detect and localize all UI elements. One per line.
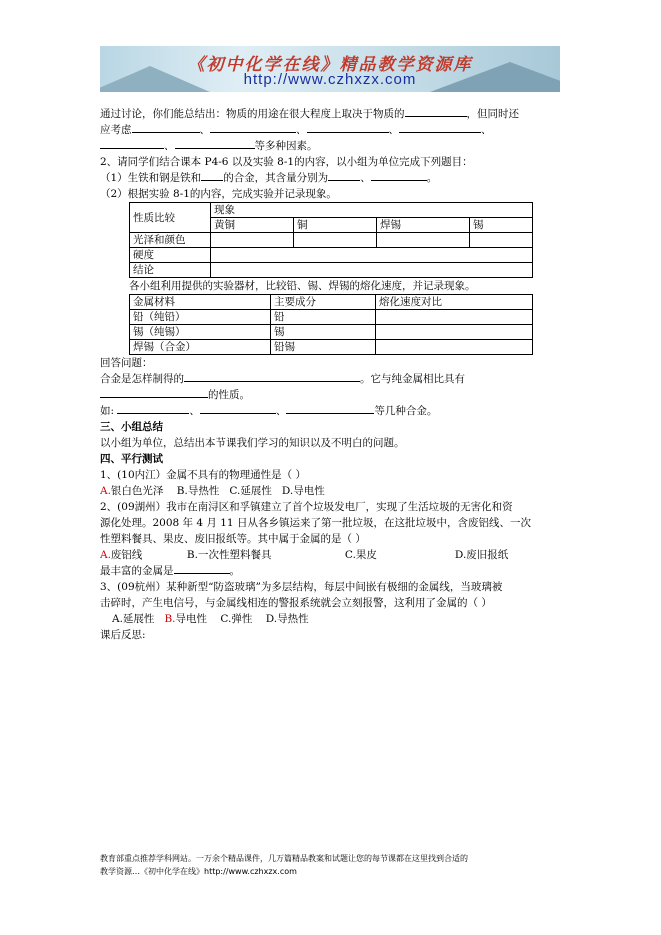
answer-blank[interactable] xyxy=(201,170,223,181)
table-row xyxy=(130,248,533,263)
table-header-cell: 现象 xyxy=(211,203,533,218)
answer-cell[interactable] xyxy=(376,325,533,340)
option-c[interactable]: C.延展性 xyxy=(229,485,272,497)
option-a[interactable]: A.延展性 xyxy=(112,613,155,625)
answer-blank[interactable] xyxy=(100,387,208,398)
q2-last-line: 最丰富的金属是 。 xyxy=(100,565,240,577)
header-banner xyxy=(100,46,560,92)
row-label: 硬度 xyxy=(130,248,211,263)
answer-blank[interactable] xyxy=(175,138,255,149)
table-row xyxy=(130,340,533,355)
table-header-cell: 焊锡 xyxy=(377,218,470,233)
table-cell: 锡（纯锡） xyxy=(130,325,271,340)
answer-cell[interactable] xyxy=(211,263,533,278)
answer-cell[interactable] xyxy=(376,310,533,325)
option-c[interactable]: C.弹性 xyxy=(220,613,253,625)
q2-title: 2、请同学们结合课本 P4-6 以及实验 8-1的内容，以小组为单位完成下列题目： xyxy=(100,156,473,168)
answer-blank[interactable] xyxy=(371,170,427,181)
q3-stem-line-2: 击碎时，产生电信号，与金属线相连的警报系统就会立刻报警，这利用了金属的（ ） xyxy=(100,597,492,609)
q1-stem: 1、(10内江）金属不具有的物理通性是（ ） xyxy=(100,469,306,481)
option-d[interactable]: D.导电性 xyxy=(281,485,325,497)
experiment-note: 各小组利用提供的实验器材，比较铅、锡、焊锡的熔化速度，并记录现象。 xyxy=(129,280,476,292)
table-header-cell: 黄铜 xyxy=(211,218,294,233)
section-3-title: 三、小组总结 xyxy=(100,421,163,433)
answer-line-2: 的性质。 xyxy=(100,387,540,403)
banner-title: 《初中化学在线》精品教学资源库 xyxy=(187,55,473,75)
reflection-label: 课后反思: xyxy=(100,629,146,641)
q3-stem-line-1: 3、(09杭州）某种新型“防盗玻璃”为多层结构，每层中间嵌有极细的金属线，当玻璃被 xyxy=(100,581,503,593)
answer-cell[interactable] xyxy=(470,233,533,248)
option-b[interactable]: B.导热性 xyxy=(176,485,220,497)
intro-line-3: 、 等多种因素。 xyxy=(100,138,540,154)
q3-options: A.延展性 B.导电性 C.弹性 D.导热性 xyxy=(112,613,309,625)
option-a[interactable]: 银白色光泽 xyxy=(110,485,164,497)
answer-blank[interactable] xyxy=(328,170,360,181)
footer-line-2: 教学资源…《初中化学在线》http://www.czhxzx.com xyxy=(100,867,297,876)
answer-cell[interactable] xyxy=(211,233,294,248)
property-comparison-table xyxy=(129,202,533,278)
option-c[interactable]: C.果皮 xyxy=(344,549,377,561)
answer-blank[interactable] xyxy=(100,138,164,149)
intro-line-1: 通过讨论，你们能总结出：物质的用途在很大程度上取决于物质的 ，但同时还 xyxy=(100,108,519,120)
worksheet-body xyxy=(100,106,540,643)
answer-cell[interactable] xyxy=(294,233,377,248)
answer-blank[interactable] xyxy=(174,563,230,574)
answer-blank[interactable] xyxy=(307,122,389,133)
table-cell: 铅（纯铅） xyxy=(130,310,271,325)
melting-speed-table xyxy=(129,294,533,355)
table-cell: 铅 xyxy=(271,310,376,325)
answer-label: 回答问题： xyxy=(100,357,153,369)
page-footer xyxy=(100,852,570,878)
table-header-cell: 金属材料 xyxy=(130,295,271,310)
table-header-cell: 锡 xyxy=(470,218,533,233)
answer-blank[interactable] xyxy=(117,403,189,414)
answer-blank[interactable] xyxy=(132,122,200,133)
q2-options: A.废铝线 B.一次性塑料餐具 C.果皮 D.废旧报纸 xyxy=(100,549,509,561)
answer-line-1: 合金是怎样制得的 。它与纯金属相比具有 xyxy=(100,373,465,385)
answer-blank[interactable] xyxy=(200,403,276,414)
banner-url[interactable]: http://www.czhxzx.com xyxy=(243,71,417,88)
q2-item-2: （2）根据实验 8-1的内容，完成实验并记录现象。 xyxy=(100,188,337,200)
intro-line-2: 应考虑 、 、 、 、 xyxy=(100,124,492,136)
option-b[interactable]: B.一次性塑料餐具 xyxy=(186,549,272,561)
answer-blank[interactable] xyxy=(286,403,374,414)
section-4-title: 四、平行测试 xyxy=(100,453,163,465)
answer-blank[interactable] xyxy=(184,371,360,382)
answer-blank[interactable] xyxy=(210,122,296,133)
table-cell: 铅锡 xyxy=(271,340,376,355)
answer-cell[interactable] xyxy=(211,248,533,263)
answer-cell[interactable] xyxy=(377,233,470,248)
table-row xyxy=(130,325,533,340)
answer-line-3: 如: 、 、 等几种合金。 xyxy=(100,405,438,417)
option-a[interactable]: 废铝线 xyxy=(110,549,143,561)
q2-stem-line-2: 源化处理。2008 年 4 月 11 日从各乡镇运来了第一批垃圾，在这批垃圾中，含废铝线、一次 xyxy=(100,517,531,529)
option-d[interactable]: D.废旧报纸 xyxy=(454,549,509,561)
table-header-cell: 铜 xyxy=(294,218,377,233)
row-label: 光泽和颜色 xyxy=(130,233,211,248)
answer-blank[interactable] xyxy=(405,106,467,117)
table-cell: 锡 xyxy=(271,325,376,340)
option-b[interactable]: 导电性 xyxy=(175,613,207,625)
answer-cell[interactable] xyxy=(376,340,533,355)
q1-options: A.银白色光泽 B.导热性 C.延展性 D.导电性 xyxy=(100,485,325,497)
table-row xyxy=(130,263,533,278)
option-d[interactable]: D.导热性 xyxy=(265,613,309,625)
section-3-text: 以小组为单位，总结出本节课我们学习的知识以及不明白的问题。 xyxy=(100,437,405,449)
q2-stem-line-3: 性塑料餐具、果皮、废旧报纸等。其中属于金属的是（ ） xyxy=(100,533,366,545)
table-header-cell: 性质比较 xyxy=(130,203,211,233)
table-header-cell: 熔化速度对比 xyxy=(376,295,533,310)
q2-stem-line-1: 2、(09湖州）我市在南浔区和孚镇建立了首个垃圾发电厂，实现了生活垃圾的无害化和资 xyxy=(100,501,513,513)
footer-line-1: 教育部重点推荐学科网站。一万余个精品课件，几万篇精品教案和试题让您的每节课都在这里找到合适的 xyxy=(100,854,468,863)
table-cell: 焊锡（合金） xyxy=(130,340,271,355)
table-header-cell: 主要成分 xyxy=(271,295,376,310)
q2-item-1: （1）生铁和钢是铁和 的合金，其含量分别为 、 。 xyxy=(100,172,438,184)
table-row xyxy=(130,310,533,325)
answer-blank[interactable] xyxy=(399,122,481,133)
row-label: 结论 xyxy=(130,263,211,278)
table-row xyxy=(130,233,533,248)
